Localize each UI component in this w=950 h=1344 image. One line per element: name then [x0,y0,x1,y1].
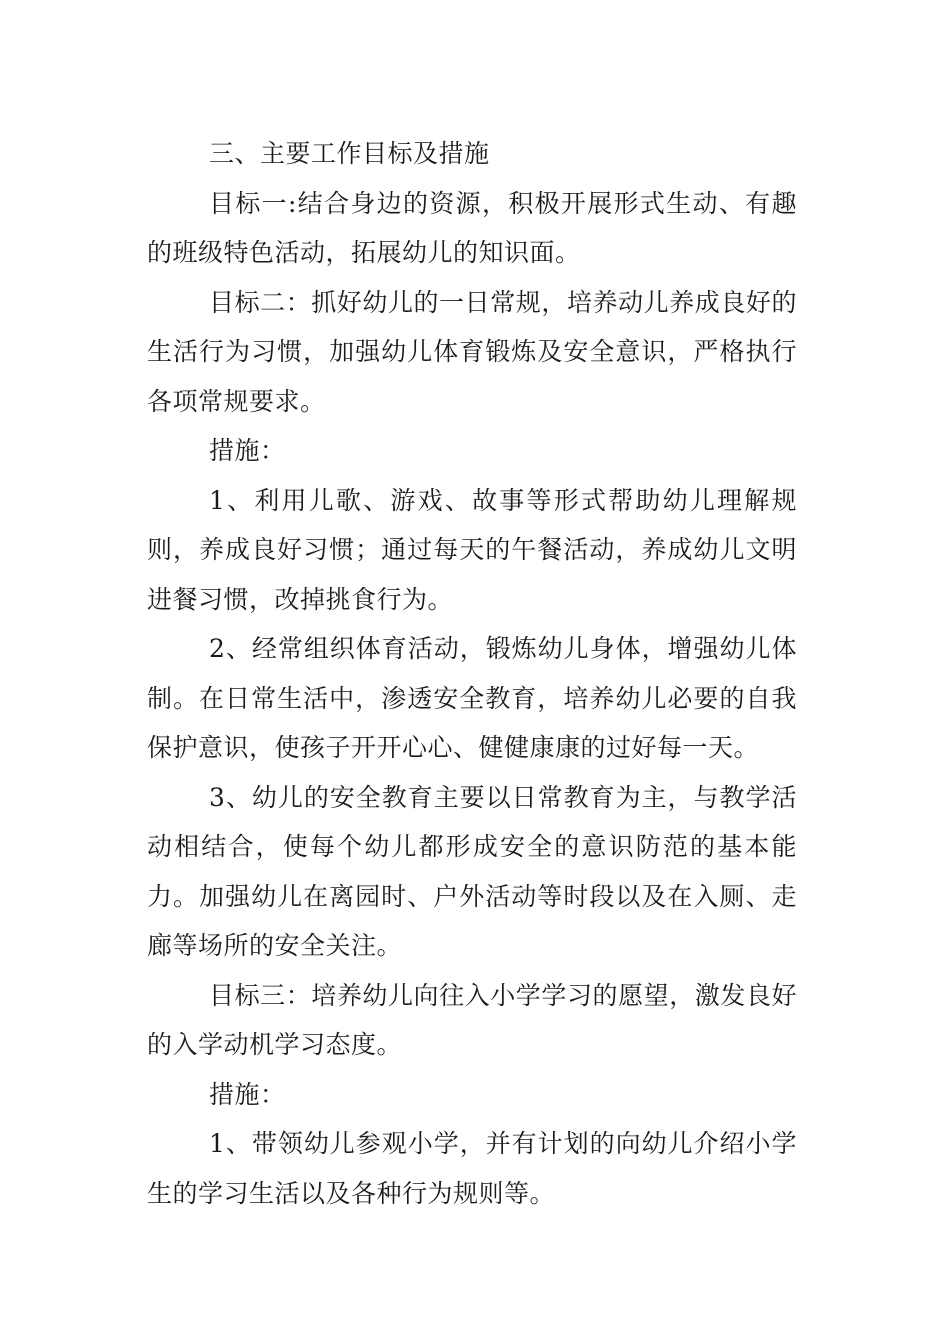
measures-heading-2: 措施： [209,1079,286,1109]
measure-item-4: 1、带领幼儿参观小学，并有计划的向幼儿介绍小学生的学习生活以及各种行为规则等。 [147,1129,797,1208]
section-heading: 三、主要工作目标及措施 [209,139,490,168]
goal-three-paragraph: 目标三：培养幼儿向往入小学学习的愿望，激发良好的入学动机学习态度。 [147,980,797,1059]
goal-one-paragraph: 目标一:结合身边的资源，积极开展形式生动、有趣的班级特色活动，拓展幼儿的知识面。 [147,188,797,267]
measures-heading: 措施： [209,436,286,465]
measure-item-2: 2、经常组织体育活动，锻炼幼儿身体，增强幼儿体制。在日常生活中，渗透安全教育，培养幼儿必要的自我保护意识，使孩子开开心心、健健康康的过好每一天。 [147,634,797,762]
measure-item-3: 3、幼儿的安全教育主要以日常教育为主，与教学活动相结合，使每个幼儿都形成安全的意识防范的基本能力。加强幼儿在离园时、户外活动等时段以及在入厕、走廊等场所的安全关注。 [147,782,797,960]
measure-item-1: 1、利用儿歌、游戏、故事等形式帮助幼儿理解规则，养成良好习惯；通过每天的午餐活动，养成幼儿文明进餐习惯，改掉挑食行为。 [147,485,797,614]
document-body [147,129,797,1218]
goal-two-paragraph: 目标二：抓好幼儿的一日常规，培养动儿养成良好的生活行为习惯，加强幼儿体育锻炼及安全意识，严格执行各项常规要求。 [147,287,797,416]
